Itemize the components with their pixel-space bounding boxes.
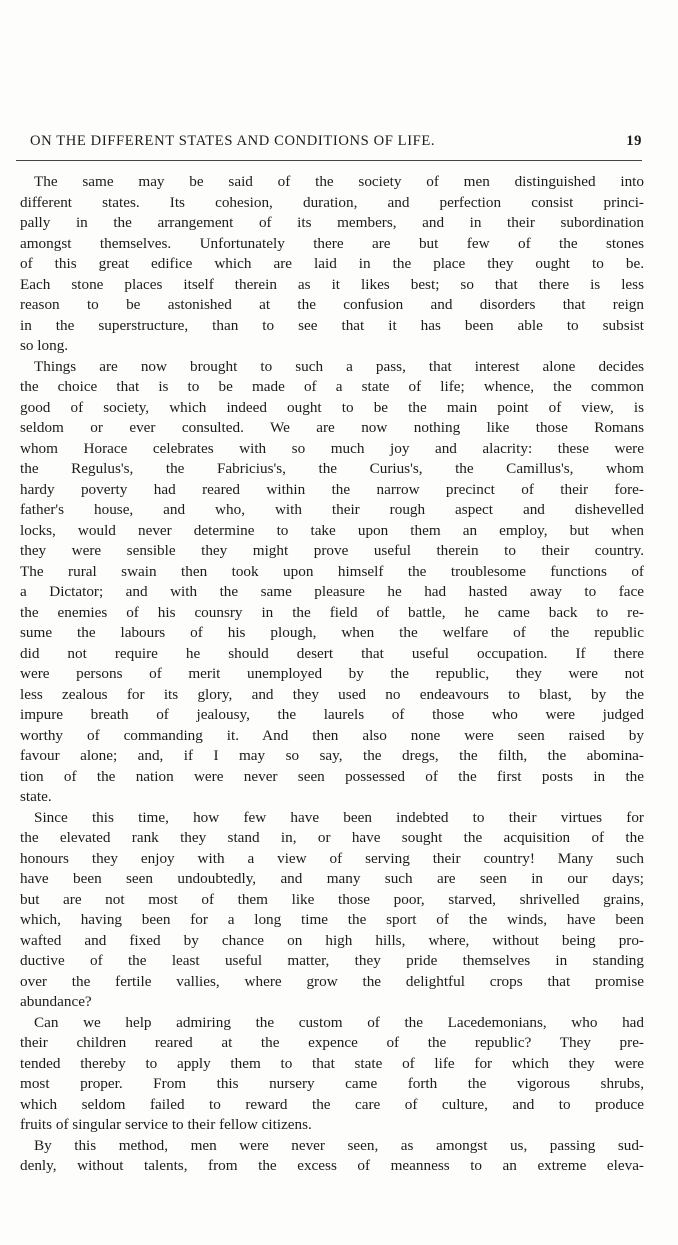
- text-line: Can we help admiring the custom of the Lacedemonians, who had: [34, 1013, 644, 1031]
- text-line: of this great edifice which are laid in the place they ought to be.: [20, 255, 644, 272]
- text-line: but are not most of them like those poor, starved, shrivelled grains,: [20, 890, 644, 908]
- text-line: wafted and fixed by chance on high hills, where, without being pro-: [20, 931, 644, 949]
- text-line: amongst themselves. Unfortunately there are but few of the stones: [20, 234, 644, 252]
- text-line: Each stone places itself therein as it likes best; so that there is less: [20, 275, 644, 293]
- text-line: fruits of singular service to their fellow citizens.: [20, 1116, 312, 1133]
- text-line: which, having been for a long time the sport of the winds, have been: [20, 911, 644, 928]
- text-line: which seldom failed to reward the care of culture, and to produce: [20, 1095, 644, 1113]
- text-line: tended thereby to apply them to that state of life for which they were: [20, 1054, 644, 1072]
- text-line: so long.: [20, 337, 69, 354]
- text-line: Things are now brought to such a pass, that interest alone decides: [34, 357, 644, 375]
- page-number: 19: [626, 133, 642, 149]
- text-line: different states. Its cohesion, duration, and perfection consist princi-: [20, 193, 644, 211]
- text-line: the elevated rank they stand in, or have sought the acquisition of the: [20, 829, 644, 846]
- text-line: The rural swain then took upon himself the troublesome functions of: [20, 562, 644, 580]
- text-line: were persons of merit unemployed by the republic, they were not: [20, 665, 644, 682]
- text-line: less zealous for its glory, and they used no endeavours to blast, by the: [20, 685, 644, 703]
- text-line: their children reared at the expence of the republic? They pre-: [20, 1034, 644, 1051]
- text-line: impure breath of jealousy, the laurels of those who were judged: [20, 706, 644, 723]
- text-line: honours they enjoy with a view of serving their country! Many such: [20, 849, 644, 867]
- running-header: [30, 133, 642, 155]
- text-line: abundance?: [20, 993, 92, 1010]
- text-line: over the fertile vallies, where grow the delightful crops that promise: [20, 972, 644, 990]
- header-rule: [16, 160, 642, 161]
- text-line: reason to be astonished at the confusion and disorders that reign: [20, 296, 644, 313]
- text-line: most proper. From this nursery came forth the vigorous shrubs,: [20, 1075, 644, 1092]
- text-line: the enemies of his counsry in the field of battle, he came back to re-: [20, 603, 644, 621]
- text-line: tion of the nation were never seen possessed of the first posts in the: [20, 767, 644, 785]
- text-line: seldom or ever consulted. We are now nothing like those Romans: [20, 419, 644, 436]
- text-line: worthy of commanding it. And then also none were seen raised by: [20, 726, 644, 744]
- text-line: did not require he should desert that useful occupation. If there: [20, 644, 644, 662]
- text-line: locks, would never determine to take upon them an employ, but when: [20, 521, 644, 539]
- text-line: have been seen undoubtedly, and many such are seen in our days;: [20, 870, 644, 887]
- text-line: they were sensible they might prove useful therein to their country.: [20, 542, 644, 559]
- text-line: the Regulus's, the Fabricius's, the Curius's, the Camillus's, whom: [20, 460, 644, 477]
- text-line: whom Horace celebrates with so much joy and alacrity: these were: [20, 439, 644, 457]
- text-line: pally in the arrangement of its members, and in their subordination: [20, 214, 644, 231]
- text-line: favour alone; and, if I may so say, the dregs, the filth, the abomina-: [20, 747, 644, 764]
- text-line: ductive of the least useful matter, they pride themselves in standing: [20, 952, 644, 969]
- text-line: a Dictator; and with the same pleasure he had hasted away to face: [20, 583, 644, 600]
- body-text: [20, 172, 644, 1177]
- text-line: Since this time, how few have been indebted to their virtues for: [34, 808, 644, 826]
- text-line: good of society, which indeed ought to be the main point of view, is: [20, 398, 644, 416]
- text-line: in the superstructure, than to see that it has been able to subsist: [20, 316, 644, 334]
- text-line: the choice that is to be made of a state of life; whence, the common: [20, 378, 644, 395]
- text-line: hardy poverty had reared within the narrow precinct of their fore-: [20, 480, 644, 498]
- text-line: denly, without talents, from the excess of meanness to an extreme eleva-: [20, 1157, 644, 1174]
- text-line: The same may be said of the society of men distinguished into: [34, 173, 644, 190]
- text-line: father's house, and who, with their rough aspect and dishevelled: [20, 501, 644, 518]
- running-header-title: ON THE DIFFERENT STATES AND CONDITIONS OF LIFE.: [30, 133, 436, 149]
- text-line: state.: [20, 788, 52, 805]
- text-line: sume the labours of his plough, when the welfare of the republic: [20, 624, 644, 641]
- text-line: By this method, men were never seen, as amongst us, passing sud-: [34, 1136, 644, 1154]
